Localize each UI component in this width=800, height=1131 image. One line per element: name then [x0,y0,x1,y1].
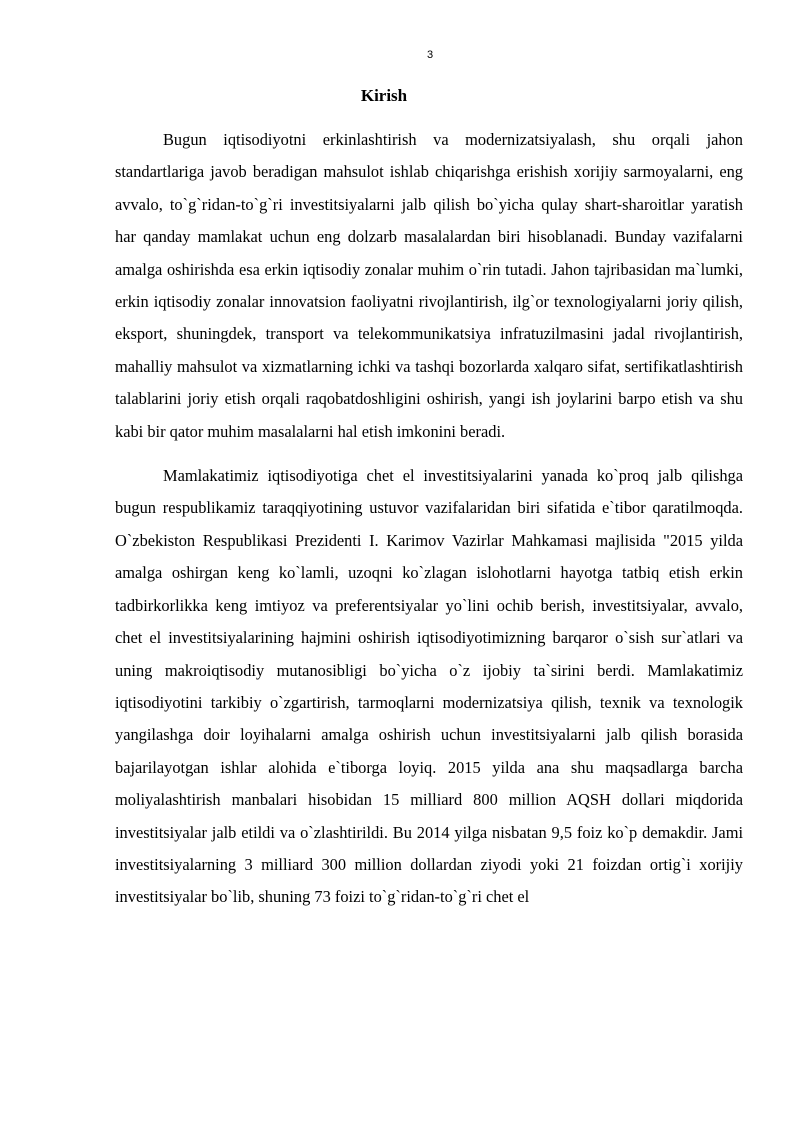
paragraph-investments: Mamlakatimiz iqtisodiyotiga chet el investitsiyalarini yanada ko`proq jalb qilishga bugun respublikamiz taraqqiyotining ustuvor vazifalaridan biri sifatida e`tibor qaratilmoqda. O`zbekiston Respublikasi Prezidenti I. Karimov Vazirlar Mahkamasi majlisida "2015 yilda amalga oshirgan keng ko`lamli, uzoqni ko`zlagan islohotlarni hayotga tatbiq etish erkin tadbirkorlikka keng imtiyoz va preferentsiyalar yo`lini ochib berish, investitsiyalar, avvalo, chet el investitsiyalarining hajmini oshirish iqtisodiyotimizning barqaror o`sish sur`atlari va uning makroiqtisodiy mutanosibligi bo`yicha o`z ijobiy ta`sirini berdi. Mamlakatimiz iqtisodiyotini tarkibiy o`zgartirish, tarmoqlarni modernizatsiya qilish, texnik va texnologik yangilashga doir loyihalarni amalga oshirish uchun investitsiyalarni jalb qilish borasida bajarilayotgan ishlar alohida e`tiborga loyiq. 2015 yilda ana shu maqsadlarga barcha moliyalashtirish manbalari hisobidan 15 milliard 800 million AQSH dollari miqdorida investitsiyalar jalb etildi va o`zlashtirildi. Bu 2014 yilga nisbatan 9,5 foiz ko`p demakdir. Jami investitsiyalarning 3 milliard 300 million dollardan ziyodi yoki 21 foizdan ortig`i xorijiy investitsiyalar bo`lib, shuning 73 foizi to`g`ridan-to`g`ri chet el [115,466,743,907]
document-body [115,124,743,914]
page-title: Kirish [360,86,408,105]
paragraph-intro: Bugun iqtisodiyotni erkinlashtirish va modernizatsiyalash, shu orqali jahon standartlariga javob beradigan mahsulot ishlab chiqarishga erishish xorijiy sarmoyalarni, eng avvalo, to`g`ridan-to`g`ri investitsiyalarni jalb qilish bo`yicha qulay shart-sharoitlar yaratish har qanday mamlakat uchun eng dolzarb masalalardan biri hisoblanadi. Bunday vazifalarni amalga oshirishda esa erkin iqtisodiy zonalar muhim o`rin tutadi. Jahon tajribasidan ma`lumki, erkin iqtisodiy zonalar innovatsion faoliyatni rivojlantirish, ilg`or texnologiyalarni joriy qilish, eksport, shuningdek, transport va telekommunikatsiya infratuzilmasini jadal rivojlantirish, mahalliy mahsulot va xizmatlarning ichki va tashqi bozorlarda xalqaro sifat, sertifikatlashtirish talablarini joriy etish orqali raqobatdoshligini oshirish, yangi ish joylarini barpo etish va shu kabi bir qator muhim masalalarni hal etish imkonini beradi. [115,130,743,441]
page-number: 3 [426,49,434,61]
